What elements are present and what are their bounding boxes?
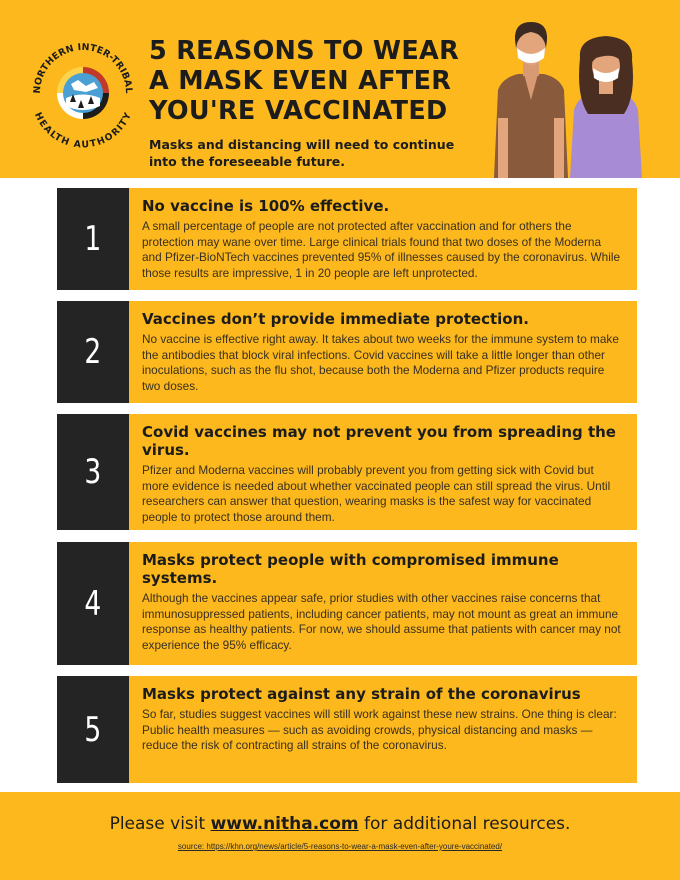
man-figure [494, 22, 568, 178]
reason-heading: Masks protect people with compromised immune systems. [142, 551, 559, 587]
reason-body: No vaccine is effective right away. It takes about two weeks for the immune system to make the antibodies that block viral infections. Covid vaccines will take a little longer than other inoculations, such as the flu shot, because both the Moderna and Pfizer products require two doses. [142, 332, 619, 393]
reason-number: 2 [57, 301, 129, 403]
reason-card-5 [57, 676, 637, 783]
reason-heading: Masks protect against any strain of the coronavirus [142, 685, 581, 703]
reason-body: A small percentage of people are not protected after vaccination and for others the protection may wane over time. Large clinical trials found that two doses of the Moderna and Pfizer-BioNTech vaccines prevented 95% of illnesses caused by the coronavirus. While those results are impressive, 1 in 20 people are left unprotected. [142, 219, 621, 280]
reason-heading: Covid vaccines may not prevent you from spreading the virus. [142, 423, 616, 459]
header-banner [0, 0, 680, 178]
reason-card-2 [57, 301, 637, 403]
logo-text-top: NORTHERN INTER-TRIBAL [31, 41, 135, 94]
reason-number: 3 [57, 414, 129, 530]
reason-card-4 [57, 542, 637, 665]
nitha-logo [26, 36, 140, 150]
woman-figure [570, 36, 642, 178]
reason-heading: No vaccine is 100% effective. [142, 197, 390, 215]
masked-people-illustration [484, 18, 654, 178]
reason-card-3 [57, 414, 637, 530]
website-link[interactable]: www.nitha.com [210, 814, 359, 834]
reason-heading: Vaccines don’t provide immediate protection. [142, 310, 529, 328]
reason-number: 1 [57, 188, 129, 290]
reason-number: 4 [57, 542, 129, 665]
visit-message: Please visit www.nitha.com for additional resources. [109, 814, 571, 834]
page-subtitle: Masks and distancing will need to continue into the foreseeable future. [149, 137, 455, 169]
logo-text-bottom: HEALTH AUTHORITY [32, 110, 134, 150]
source-link[interactable]: source: https://khn.org/news/article/5-reasons-to-wear-a-mask-even-after-youre-vaccinated/ [177, 842, 503, 851]
reason-body: So far, studies suggest vaccines will still work against these new strains. One thing is clear: Public health measures — such as avoiding crowds, physical distancing and masks — reduce the risk of contracting all strains of the coronavirus. [142, 707, 617, 752]
reason-card-1 [57, 188, 637, 290]
reason-number: 5 [57, 676, 129, 783]
footer-banner [0, 792, 680, 880]
page-title: 5 REASONS TO WEAR A MASK EVEN AFTER YOU'RE VACCINATED [149, 36, 460, 126]
reason-body: Pfizer and Moderna vaccines will probably prevent you from getting sick with Covid but more evidence is needed about whether vaccinated people can still spread the virus. Until researchers can answer that question, wearing masks is the safest way for vaccinated people to protect those around them. [142, 463, 611, 524]
reason-body: Although the vaccines appear safe, prior studies with other vaccines raise concerns that immunosuppressed patients, including cancer patients, may not mount as great an immune response as healthy patients. For now, we should assume that patients with cancer may not experience the 95% efficacy. [142, 591, 621, 652]
